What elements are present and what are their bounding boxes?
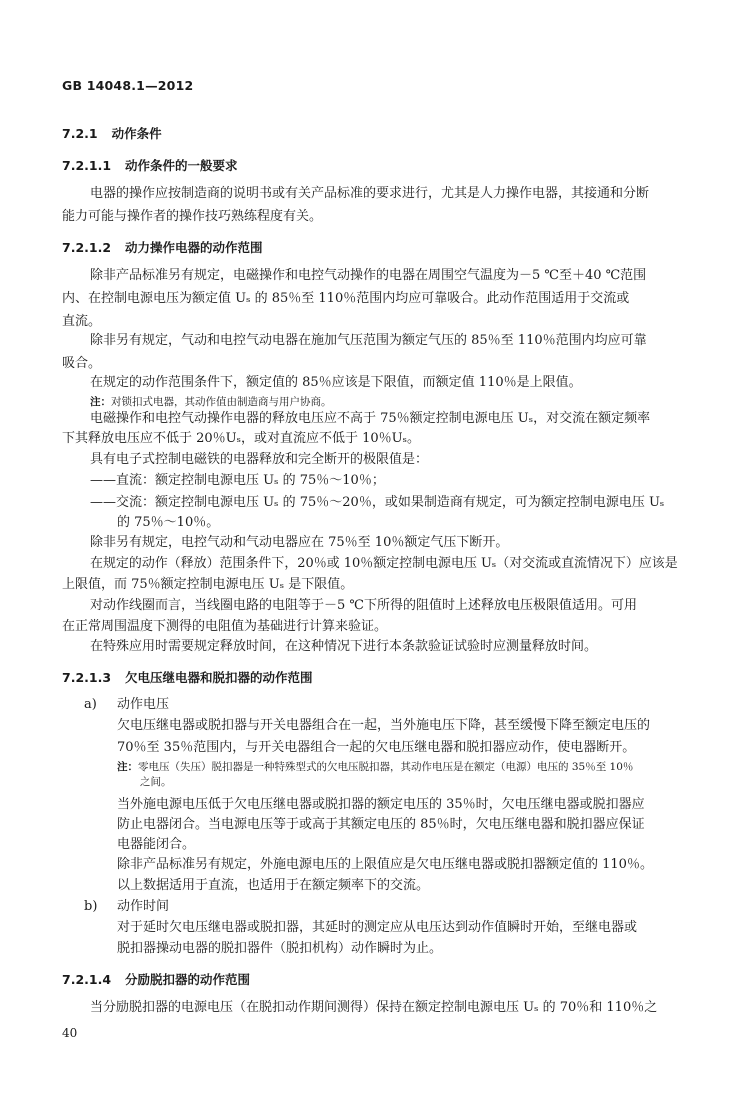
note-label: 注： <box>117 761 138 773</box>
paragraph-line: 除非另有规定，电控气动和气动电器应在 75％至 10％额定气压下断开。 <box>90 535 509 550</box>
section-title: 分励脱扣器的动作范围 <box>125 972 251 987</box>
list-item-continuation: 的 75％～10％。 <box>117 515 220 530</box>
paragraph-line: 除非另有规定，气动和电控气动电器在施加气压范围为额定气压的 85％至 110％范围内均应可靠 <box>90 333 647 348</box>
list-item-title: 动作电压 <box>117 697 170 712</box>
section-heading-7-2-1-4 <box>62 970 250 988</box>
page-number: 40 <box>62 1026 78 1040</box>
paragraph-line: 下其释放电压应不低于 20％Uₛ，或对直流应不低于 10％Uₛ。 <box>62 431 421 446</box>
note <box>117 760 633 774</box>
section-number: 7.2.1.2 <box>62 240 112 255</box>
paragraph-line: 具有电子式控制电磁铁的电器释放和完全断开的极限值是： <box>90 452 429 467</box>
note <box>90 395 332 409</box>
paragraph-line: 除非产品标准另有规定，外施电源电压的上限值应是欠电压继电器或脱扣器额定值的 110％。 <box>117 857 653 872</box>
paragraph-line: 欠电压继电器或脱扣器与开关电器组合在一起，当外施电压下降，甚至缓慢下降至额定电压的 <box>117 718 651 733</box>
section-title: 欠电压继电器和脱扣器的动作范围 <box>125 670 313 685</box>
paragraph-line: 在规定的动作（释放）范围条件下，20％或 10％额定控制电源电压 Uₛ（对交流或直流情况下）应该是 <box>90 556 678 571</box>
paragraph-line: 电磁操作和电控气动操作电器的释放电压应不高于 75％额定控制电源电压 Uₛ，对交流在额定频率 <box>90 411 651 426</box>
paragraph-line: 在规定的动作范围条件下，额定值的 85％应该是下限值，而额定值 110％是上限值。 <box>90 375 582 390</box>
section-heading-7-2-1-2 <box>62 238 263 256</box>
paragraph-line: 内、在控制电源电压为额定值 Uₛ 的 85％至 110％范围内均应可靠吸合。此动作范围适用于交流或 <box>62 291 630 306</box>
section-number: 7.2.1.3 <box>62 670 112 685</box>
list-marker-b: b) <box>84 899 98 914</box>
paragraph-line: 电器的操作应按制造商的说明书或有关产品标准的要求进行，尤其是人力操作电器，其接通和分断 <box>90 186 650 201</box>
list-item-dash: ——交流：额定控制电源电压 Uₛ 的 75％～20％，或如果制造商有规定，可为额定控制电源电压 Uₛ <box>90 495 665 510</box>
note-text: 零电压（失压）脱扣器是一种特殊型式的欠电压脱扣器，其动作电压是在额定（电源）电压的 35％至 10％ <box>138 761 634 773</box>
section-number: 7.2.1 <box>62 126 98 141</box>
paragraph-line: 上限值，而 75％额定控制电源电压 Uₛ 是下限值。 <box>62 577 354 592</box>
paragraph-line: 当外施电源电压低于欠电压继电器或脱扣器的额定电压的 35％时，欠电压继电器或脱扣器应 <box>117 797 645 812</box>
paragraph-line: 70％至 35％范围内，与开关电器组合一起的欠电压继电器和脱扣器应动作，使电器断开。 <box>117 740 636 755</box>
note-continuation: 之间。 <box>140 776 172 788</box>
paragraph-line: 对于延时欠电压继电器或脱扣器，其延时的测定应从电压达到动作值瞬时开始，至继电器或 <box>117 920 638 935</box>
paragraph-line: 脱扣器操动电器的脱扣器件（脱扣机构）动作瞬时为止。 <box>117 941 443 956</box>
section-number: 7.2.1.1 <box>62 158 112 173</box>
list-item-title: 动作时间 <box>117 899 170 914</box>
section-title: 动力操作电器的动作范围 <box>125 240 263 255</box>
paragraph-line: 当分励脱扣器的电源电压（在脱扣动作期间测得）保持在额定控制电源电压 Uₛ 的 70％和 110％之 <box>90 1000 658 1015</box>
section-title: 动作条件 <box>111 126 162 141</box>
section-heading-7-2-1 <box>62 124 162 142</box>
paragraph-line: 在正常周围温度下测得的电阻值为基础进行计算来验证。 <box>62 619 388 634</box>
section-heading-7-2-1-1 <box>62 156 238 174</box>
paragraph-line: 对动作线圈而言，当线圈电路的电阻等于－5 ℃下所得的阻值时上述释放电压极限值适用。可用 <box>90 598 637 613</box>
standard-header: GB 14048.1—2012 <box>62 78 194 93</box>
list-item-dash: ——直流：额定控制电源电压 Uₛ 的 75％～10％； <box>90 473 385 488</box>
paragraph-line: 以上数据适用于直流，也适用于在额定频率下的交流。 <box>117 878 430 893</box>
paragraph-line: 吸合。 <box>62 356 102 371</box>
paragraph-line: 能力可能与操作者的操作技巧熟练程度有关。 <box>62 209 323 224</box>
section-heading-7-2-1-3 <box>62 668 313 686</box>
paragraph-line: 在特殊应用时需要规定释放时间，在这种情况下进行本条款验证试验时应测量释放时间。 <box>90 639 598 654</box>
paragraph-line: 电器能闭合。 <box>117 837 196 852</box>
paragraph-line: 直流。 <box>62 314 102 329</box>
section-title: 动作条件的一般要求 <box>125 158 238 173</box>
note-label: 注： <box>90 396 111 408</box>
list-marker-a: a) <box>84 697 97 712</box>
note-text: 对锁扣式电器，其动作值由制造商与用户协商。 <box>111 396 332 408</box>
section-number: 7.2.1.4 <box>62 972 112 987</box>
paragraph-line: 除非产品标准另有规定，电磁操作和电控气动操作的电器在周围空气温度为－5 ℃至＋40 ℃范围 <box>90 268 647 283</box>
paragraph-line: 防止电器闭合。当电源电压等于或高于其额定电压的 85％时，欠电压继电器和脱扣器应保证 <box>117 817 645 832</box>
